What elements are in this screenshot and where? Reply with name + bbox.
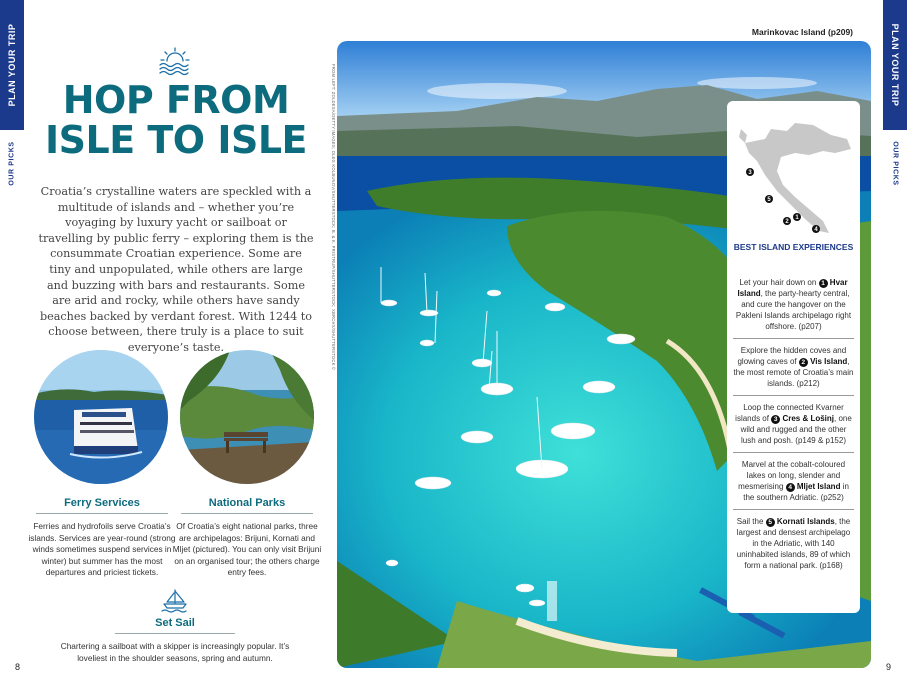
section-label-right: OUR PICKS [891, 141, 899, 186]
tab-label: PLAN YOUR TRIP [890, 23, 900, 107]
experience-list [733, 273, 854, 577]
list-item: Explore the hidden coves and glowing caves of 2 Vis Island, the most remote of Croatia’s main islands. (p212) [733, 339, 854, 396]
list-item: Loop the connected Kvarner islands of 3 Cres & Lošinj, one wild and rugged and the other lush and posh. (p149 & p152) [733, 396, 854, 453]
ferry-divider [36, 513, 168, 514]
map-marker-label: 3 [748, 170, 752, 177]
sun-over-waves-icon [157, 46, 193, 76]
set-sail-text: Chartering a sailboat with a skipper is increasingly popular. It’s loveliest in the shoulder seasons, spring and autumn. [60, 641, 290, 663]
photo-caption: Marinkovac Island (p209) [751, 27, 853, 37]
page-number-left: 8 [15, 662, 21, 672]
parks-divider [181, 513, 313, 514]
map-marker-label: 5 [767, 197, 771, 204]
plan-your-trip-tab-right[interactable] [883, 0, 907, 130]
set-sail-title: Set Sail [155, 617, 195, 629]
page-number-right: 9 [886, 662, 892, 672]
ferry-photo [34, 350, 168, 484]
best-island-experiences-panel [727, 101, 860, 613]
intro-paragraph: Croatia’s crystalline waters are speckled with a multitude of islands and – whether you’re voyaging by luxury yacht or sailboat or travelling by public ferry – exploring them is the consummate Croatian experience. Some are tiny and unpopulated, while others are large and buzzing with bars and restaurants. Some are arid and rocky, while others have sandy beaches backed by verdant forest. With 1244 to choose between, there truly is a place to suit everyone’s taste. [38, 185, 314, 354]
sailboat-icon [160, 588, 190, 614]
title-line-2: ISLE TO ISLE [44, 118, 308, 162]
map-marker-label: 1 [795, 215, 799, 222]
croatia-map [735, 109, 853, 237]
panel-title: BEST ISLAND EXPERIENCES [733, 242, 854, 252]
list-item: Marvel at the cobalt-coloured lakes on long, slender and mesmerising 4 Mljet Island in the southern Adriatic. (p252) [733, 453, 854, 510]
tab-label: PLAN YOUR TRIP [7, 23, 17, 107]
sail-divider [115, 633, 235, 634]
national-park-photo [180, 350, 314, 484]
photo-credit: FROM LEFT: ZOLDESA/GETTY IMAGES; OLEG KOLBUNOV/SHUTTERSTOCK; B. & K. PRISTRUP/SHUTTERSTOCK; XBRCHX/SHUTTERSTOCK © [331, 64, 336, 371]
section-label-left: OUR PICKS [8, 141, 16, 186]
title-line-1: HOP FROM [62, 78, 290, 122]
national-parks-title: National Parks [208, 497, 286, 509]
map-markers [746, 168, 820, 233]
list-item: Sail the 5 Kornati Islands, the largest and densest archipelago in the Adriatic, with 140 uninhabited islands, 89 of which form a national park. (p168) [736, 517, 851, 570]
ferry-services-title: Ferry Services [64, 497, 140, 509]
ferry-services-text: Ferries and hydrofoils serve Croatia’s islands. Services are year-round (strong winds sometimes suspend services in winter) but summer has the most departures and priciest tickets. [28, 521, 176, 578]
map-marker-label: 4 [814, 227, 818, 234]
national-parks-text: Of Croatia’s eight national parks, three are archipelagos: Brijuni, Kornati and Mljet (pictured). You can only visit Brijuni on an organised tour; the others charge entry fees. [172, 521, 322, 578]
page-title [32, 80, 320, 160]
plan-your-trip-tab-left[interactable] [0, 0, 24, 130]
map-marker-label: 2 [785, 219, 789, 226]
list-item: Let your hair down on 1 Hvar Island, the party-hearty central, and cure the hangover on the Pakleni Islands archipelago right offshore. (p207) [733, 273, 854, 339]
